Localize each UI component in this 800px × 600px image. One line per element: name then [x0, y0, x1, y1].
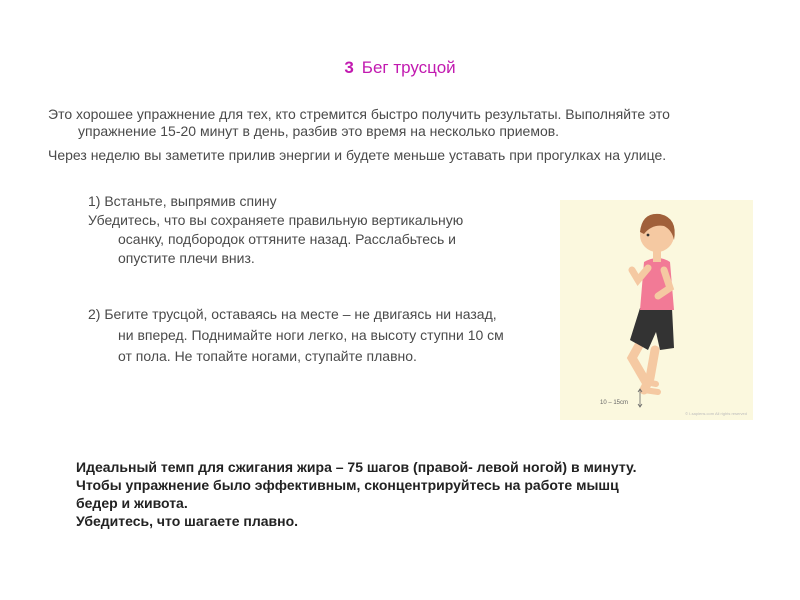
summary-block — [76, 458, 716, 530]
back-foot — [644, 390, 658, 392]
jogging-figure-svg — [560, 200, 753, 420]
eye — [647, 234, 650, 237]
step1-line: осанку, подбородок оттяните назад. Расслабьтесь и — [118, 231, 456, 247]
step1-body — [88, 211, 558, 268]
summary-line: Чтобы упражнение было эффективным, сконцентрируйтесь на работе мышц — [76, 477, 619, 493]
summary-line: Убедитесь, что шагаете плавно. — [76, 513, 299, 529]
step1-heading: 1) Встаньте, выпрямив спину — [88, 193, 277, 209]
intro-line: Это хорошее упражнение для тех, кто стремится быстро получить результаты. Выполняйте это — [48, 106, 670, 122]
measure-label: 10 – 15cm — [600, 400, 629, 406]
step1-line: Убедитесь, что вы сохраняете правильную вертикальную — [88, 212, 464, 228]
jogging-illustration — [560, 200, 753, 420]
image-credit: © I-sapiens.com All rights reserved — [685, 411, 747, 416]
summary-line: Идеальный темп для сжигания жира – 75 шагов (правой- левой ногой) в минуту. — [76, 459, 637, 475]
front-foot — [646, 382, 656, 384]
step2-line: 2) Бегите трусцой, оставаясь на месте – не двигаясь ни назад, — [88, 306, 497, 322]
summary-line: бедер и живота. — [76, 495, 188, 511]
title-number: 3 — [344, 58, 354, 77]
intro-paragraph-1 — [48, 106, 748, 140]
step2-line: ни вперед. Поднимайте ноги легко, на высоту ступни 10 см — [118, 327, 504, 343]
title-text: Бег трусцой — [361, 58, 456, 77]
intro-paragraph-2: Через неделю вы заметите прилив энергии и будете меньше уставать при прогулках на улице. — [48, 147, 667, 163]
step1-line: опустите плечи вниз. — [118, 250, 255, 266]
slide-title — [0, 58, 800, 78]
step2-line: от пола. Не топайте ногами, ступайте плавно. — [118, 348, 417, 364]
intro-line: упражнение 15-20 минут в день, разбив это время на несколько приемов. — [78, 123, 560, 139]
step2-body — [88, 304, 558, 367]
